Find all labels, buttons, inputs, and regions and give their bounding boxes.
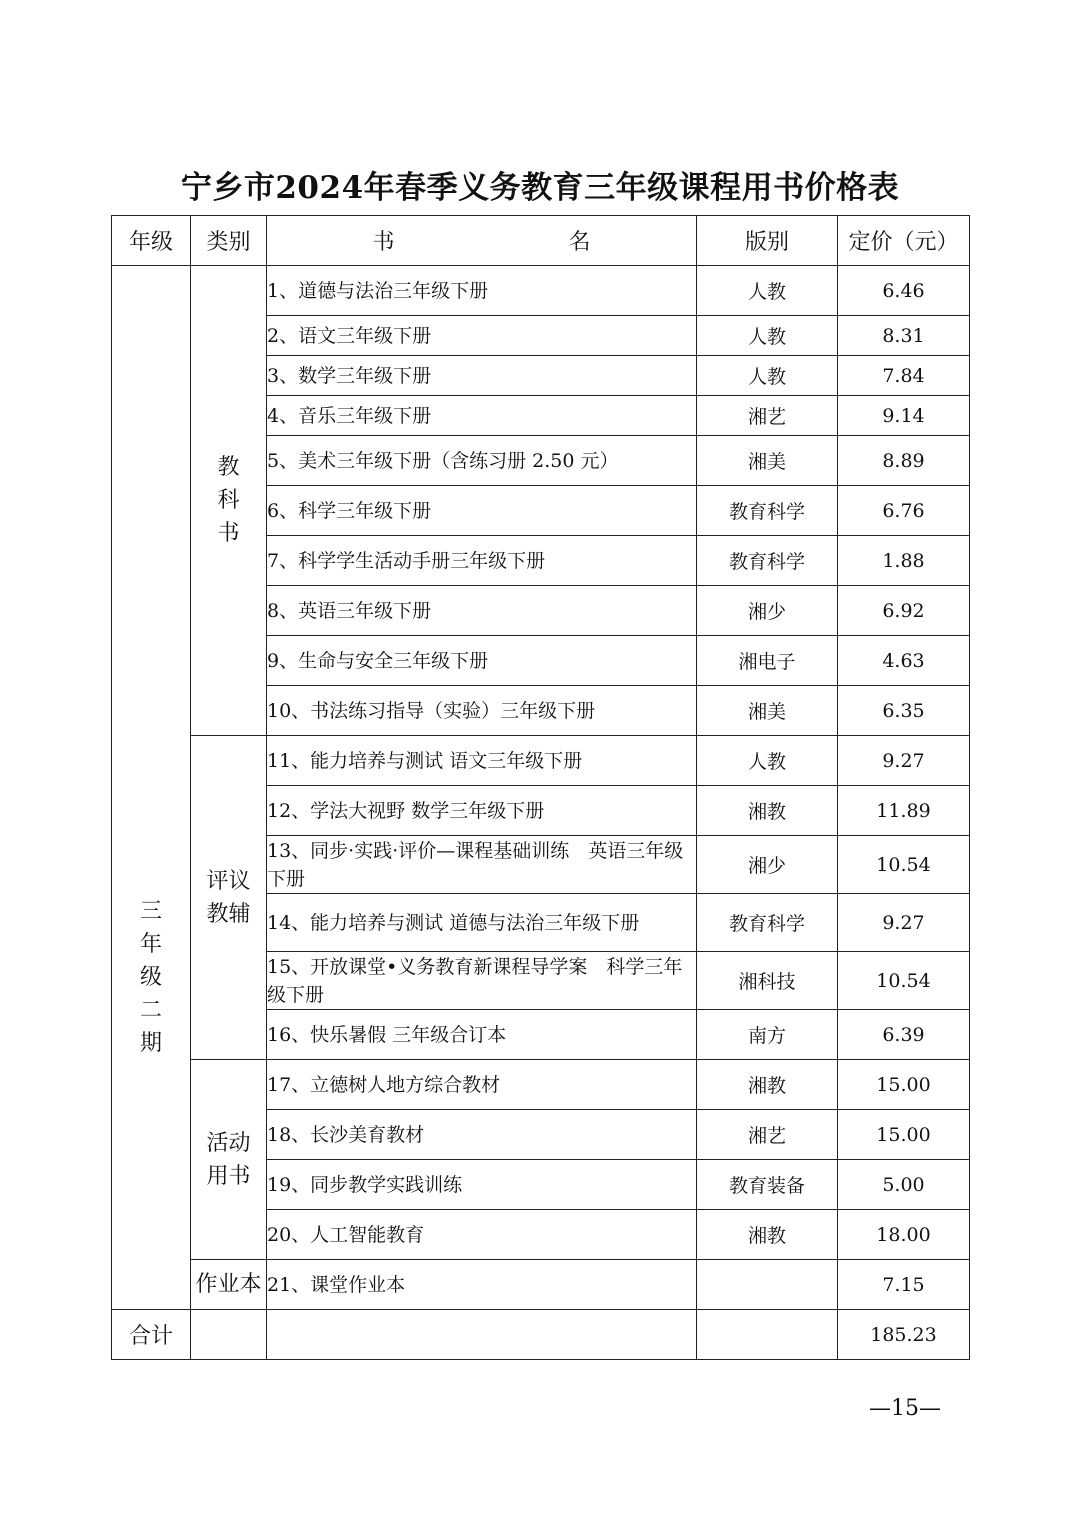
publisher: 人教 <box>697 316 838 356</box>
book-name: 6、科学三年级下册 <box>267 486 697 536</box>
category-cell <box>191 266 267 736</box>
price: 10.54 <box>838 836 970 894</box>
book-name: 11、能力培养与测试 语文三年级下册 <box>267 736 697 786</box>
category-cell <box>191 1060 267 1260</box>
publisher: 湘少 <box>697 586 838 636</box>
book-name: 10、书法练习指导（实验）三年级下册 <box>267 686 697 736</box>
grade-label: 三年级二期 <box>139 899 162 1056</box>
category-cell <box>191 1260 267 1310</box>
price: 6.92 <box>838 586 970 636</box>
table-row <box>112 1260 970 1310</box>
page-title: 宁乡市2024年春季义务教育三年级课程用书价格表 <box>180 170 900 206</box>
book-name: 21、课堂作业本 <box>267 1260 697 1310</box>
table-row <box>112 266 970 316</box>
publisher: 湘教 <box>697 786 838 836</box>
publisher <box>697 1260 838 1310</box>
book-name: 7、科学学生活动手册三年级下册 <box>267 536 697 586</box>
publisher: 湘教 <box>697 1060 838 1110</box>
publisher: 湘美 <box>697 436 838 486</box>
header-name <box>267 216 697 266</box>
category-label: 教科书 <box>217 455 240 546</box>
book-name: 12、学法大视野 数学三年级下册 <box>267 786 697 836</box>
book-name: 4、音乐三年级下册 <box>267 396 697 436</box>
publisher: 湘科技 <box>697 952 838 1010</box>
price: 11.89 <box>838 786 970 836</box>
total-empty-category <box>191 1310 267 1360</box>
book-name: 19、同步教学实践训练 <box>267 1160 697 1210</box>
price-table <box>111 215 970 1360</box>
book-name: 1、道德与法治三年级下册 <box>267 266 697 316</box>
book-name: 14、能力培养与测试 道德与法治三年级下册 <box>267 894 697 952</box>
total-empty-publisher <box>697 1310 838 1360</box>
price: 7.15 <box>838 1260 970 1310</box>
book-name: 9、生命与安全三年级下册 <box>267 636 697 686</box>
book-name: 5、美术三年级下册（含练习册 2.50 元） <box>267 436 697 486</box>
publisher: 湘电子 <box>697 636 838 686</box>
price: 1.88 <box>838 536 970 586</box>
price: 10.54 <box>838 952 970 1010</box>
price: 6.76 <box>838 486 970 536</box>
price: 15.00 <box>838 1110 970 1160</box>
book-name: 18、长沙美育教材 <box>267 1110 697 1160</box>
total-label: 合计 <box>112 1310 191 1360</box>
category-label: 活动用书 <box>206 1130 251 1189</box>
header-publisher: 版别 <box>697 216 838 266</box>
price: 9.14 <box>838 396 970 436</box>
publisher: 南方 <box>697 1010 838 1060</box>
book-name: 13、同步·实践·评价—课程基础训练 英语三年级下册 <box>267 836 697 894</box>
book-name: 15、开放课堂•义务教育新课程导学案 科学三年级下册 <box>267 952 697 1010</box>
price: 8.31 <box>838 316 970 356</box>
price: 9.27 <box>838 894 970 952</box>
price: 5.00 <box>838 1160 970 1210</box>
price: 6.46 <box>838 266 970 316</box>
publisher: 教育科学 <box>697 894 838 952</box>
publisher: 湘教 <box>697 1210 838 1260</box>
publisher: 人教 <box>697 356 838 396</box>
publisher: 教育装备 <box>697 1160 838 1210</box>
total-price: 185.23 <box>838 1310 970 1360</box>
publisher: 湘艺 <box>697 1110 838 1160</box>
price: 18.00 <box>838 1210 970 1260</box>
category-cell <box>191 736 267 1060</box>
category-label: 作业本 <box>195 1272 262 1297</box>
price: 6.39 <box>838 1010 970 1060</box>
total-empty-name <box>267 1310 697 1360</box>
page-number: —15— <box>869 1396 941 1421</box>
book-name: 16、快乐暑假 三年级合订本 <box>267 1010 697 1060</box>
price: 15.00 <box>838 1060 970 1110</box>
table-row <box>112 1060 970 1110</box>
grade-cell <box>112 266 191 1310</box>
header-grade: 年级 <box>112 216 191 266</box>
publisher: 人教 <box>697 736 838 786</box>
price: 8.89 <box>838 436 970 486</box>
book-name: 3、数学三年级下册 <box>267 356 697 396</box>
header-category: 类别 <box>191 216 267 266</box>
publisher: 教育科学 <box>697 486 838 536</box>
total-row <box>112 1310 970 1360</box>
category-label: 评议教辅 <box>206 868 251 927</box>
book-name: 20、人工智能教育 <box>267 1210 697 1260</box>
table-body <box>112 266 970 1360</box>
book-name: 2、语文三年级下册 <box>267 316 697 356</box>
book-name: 8、英语三年级下册 <box>267 586 697 636</box>
price: 6.35 <box>838 686 970 736</box>
book-name: 17、立德树人地方综合教材 <box>267 1060 697 1110</box>
publisher: 湘艺 <box>697 396 838 436</box>
header-row <box>112 216 970 266</box>
publisher: 湘少 <box>697 836 838 894</box>
publisher: 人教 <box>697 266 838 316</box>
header-name-a: 书 <box>372 230 395 255</box>
price: 4.63 <box>838 636 970 686</box>
price: 7.84 <box>838 356 970 396</box>
header-price: 定价（元） <box>838 216 970 266</box>
publisher: 教育科学 <box>697 536 838 586</box>
table-row <box>112 736 970 786</box>
publisher: 湘美 <box>697 686 838 736</box>
price: 9.27 <box>838 736 970 786</box>
header-name-b: 名 <box>568 230 591 255</box>
